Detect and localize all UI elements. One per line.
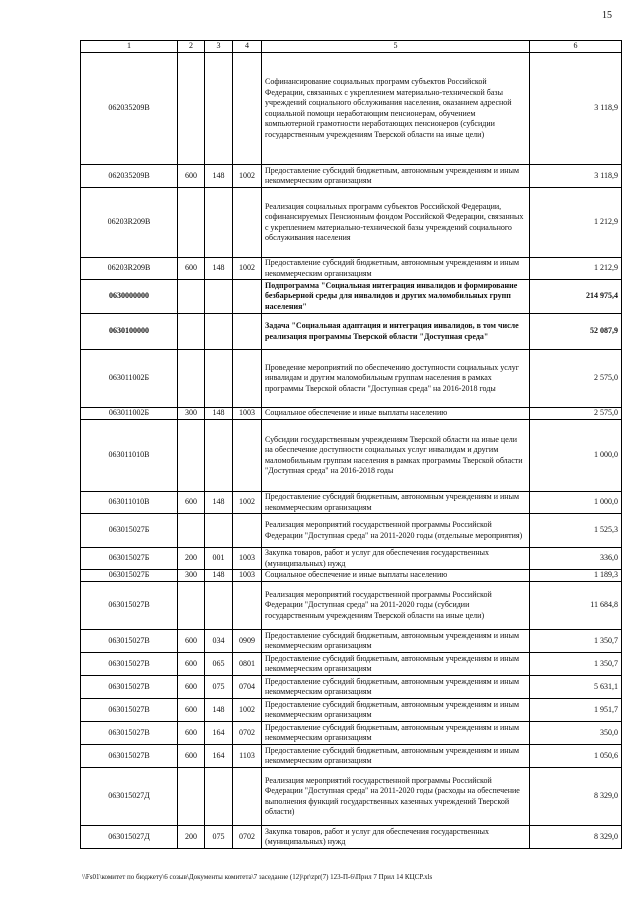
cell-col2	[178, 768, 205, 826]
table-row	[81, 653, 622, 676]
cell-col3: 148	[205, 570, 233, 582]
cell-col2: 600	[178, 653, 205, 676]
cell-col4: 1003	[233, 548, 262, 570]
cell-col3: 148	[205, 408, 233, 420]
cell-col2: 600	[178, 699, 205, 722]
cell-col3: 065	[205, 653, 233, 676]
amount-cell: 2 575,0	[530, 408, 622, 420]
table-row	[81, 492, 622, 514]
cell-col2: 300	[178, 408, 205, 420]
table-row	[81, 165, 622, 188]
code-cell: 06203R209В	[81, 258, 178, 280]
cell-col2: 200	[178, 548, 205, 570]
description-cell: Реализация мероприятий государственной программы Российской Федерации "Доступная среда" на 2011-2020 годы (отдельные мероприятия)	[262, 514, 530, 548]
cell-col3: 148	[205, 258, 233, 280]
header-cell: 2	[178, 41, 205, 53]
amount-cell: 8 329,0	[530, 826, 622, 849]
amount-cell: 1 212,9	[530, 188, 622, 258]
cell-col4	[233, 314, 262, 350]
cell-col2	[178, 514, 205, 548]
code-cell: 063015027Д	[81, 826, 178, 849]
code-cell: 063015027Б	[81, 570, 178, 582]
description-cell: Софинансирование социальных программ субъектов Российской Федерации, связанных с укреплением материально-технической базы учреждений социального обслуживания населения, оказанием адресной социальной помощи неработающим пенсионерам, обучением компьютерной грамотности неработающих пенсионеров (субсидии государственным учреждениям Тверской области на иные цели)	[262, 53, 530, 165]
cell-col3	[205, 420, 233, 492]
cell-col3	[205, 280, 233, 314]
description-cell: Закупка товаров, работ и услуг для обеспечения государственных (муниципальных) нужд	[262, 548, 530, 570]
cell-col4: 0909	[233, 630, 262, 653]
cell-col3: 075	[205, 826, 233, 849]
code-cell: 063011010В	[81, 492, 178, 514]
description-cell: Предоставление субсидий бюджетным, автономным учреждениям и иным некоммерческим организациям	[262, 630, 530, 653]
amount-cell: 1 050,6	[530, 745, 622, 768]
amount-cell: 1 212,9	[530, 258, 622, 280]
cell-col3: 164	[205, 745, 233, 768]
amount-cell: 11 684,8	[530, 582, 622, 630]
description-cell: Закупка товаров, работ и услуг для обеспечения государственных (муниципальных) нужд	[262, 826, 530, 849]
cell-col3	[205, 768, 233, 826]
amount-cell: 52 087,9	[530, 314, 622, 350]
code-cell: 062035209В	[81, 165, 178, 188]
amount-cell: 1 350,7	[530, 653, 622, 676]
cell-col2	[178, 582, 205, 630]
table-row	[81, 258, 622, 280]
cell-col3: 164	[205, 722, 233, 745]
cell-col4	[233, 53, 262, 165]
cell-col2	[178, 280, 205, 314]
amount-cell: 350,0	[530, 722, 622, 745]
table-row	[81, 699, 622, 722]
description-cell: Реализация социальных программ субъектов Российской Федерации, софинансируемых Пенсионным фондом Российской Федерации, связанных с укреплением материально-технической базы учреждений социального обслуживания населения	[262, 188, 530, 258]
cell-col4	[233, 768, 262, 826]
cell-col4	[233, 350, 262, 408]
cell-col4: 1002	[233, 699, 262, 722]
budget-table	[80, 40, 622, 849]
header-cell: 4	[233, 41, 262, 53]
table-row	[81, 408, 622, 420]
amount-cell: 1 000,0	[530, 420, 622, 492]
code-cell: 062035209В	[81, 53, 178, 165]
table-row	[81, 514, 622, 548]
description-cell: Предоставление субсидий бюджетным, автономным учреждениям и иным некоммерческим организациям	[262, 676, 530, 699]
table-row	[81, 350, 622, 408]
cell-col2	[178, 188, 205, 258]
cell-col4	[233, 420, 262, 492]
cell-col4: 1003	[233, 408, 262, 420]
cell-col4: 1103	[233, 745, 262, 768]
table-row	[81, 280, 622, 314]
cell-col3	[205, 350, 233, 408]
cell-col4: 1002	[233, 492, 262, 514]
cell-col3: 148	[205, 699, 233, 722]
amount-cell: 214 975,4	[530, 280, 622, 314]
amount-cell: 336,0	[530, 548, 622, 570]
cell-col4: 0801	[233, 653, 262, 676]
cell-col3	[205, 514, 233, 548]
header-cell: 1	[81, 41, 178, 53]
cell-col4: 1003	[233, 570, 262, 582]
cell-col3	[205, 188, 233, 258]
header-row	[81, 41, 622, 53]
cell-col3	[205, 53, 233, 165]
cell-col4: 1002	[233, 258, 262, 280]
header-cell: 6	[530, 41, 622, 53]
amount-cell: 1 000,0	[530, 492, 622, 514]
amount-cell: 2 575,0	[530, 350, 622, 408]
table-row	[81, 314, 622, 350]
amount-cell: 5 631,1	[530, 676, 622, 699]
cell-col3	[205, 582, 233, 630]
cell-col4	[233, 582, 262, 630]
description-cell: Проведение мероприятий по обеспечению доступности социальных услуг инвалидам и другим маломобильным группам населения в рамках программы Тверской области "Доступная среда" на 2016-2018 годы	[262, 350, 530, 408]
amount-cell: 3 118,9	[530, 53, 622, 165]
code-cell: 06203R209В	[81, 188, 178, 258]
cell-col2: 200	[178, 826, 205, 849]
amount-cell: 1 951,7	[530, 699, 622, 722]
cell-col3: 001	[205, 548, 233, 570]
description-cell: Предоставление субсидий бюджетным, автономным учреждениям и иным некоммерческим организациям	[262, 722, 530, 745]
table-row	[81, 722, 622, 745]
amount-cell: 1 350,7	[530, 630, 622, 653]
code-cell: 063015027Б	[81, 514, 178, 548]
code-cell: 063011010В	[81, 420, 178, 492]
table-row	[81, 548, 622, 570]
table-row	[81, 420, 622, 492]
code-cell: 063015027В	[81, 676, 178, 699]
code-cell: 063015027В	[81, 745, 178, 768]
table-row	[81, 570, 622, 582]
table-row	[81, 630, 622, 653]
cell-col2: 600	[178, 630, 205, 653]
cell-col3: 075	[205, 676, 233, 699]
amount-cell: 1 525,3	[530, 514, 622, 548]
table-row	[81, 582, 622, 630]
cell-col2	[178, 420, 205, 492]
cell-col3: 148	[205, 492, 233, 514]
code-cell: 063015027В	[81, 653, 178, 676]
cell-col3	[205, 314, 233, 350]
description-cell: Реализация мероприятий государственной программы Российской Федерации "Доступная среда" на 2011-2020 годы (субсидии государственным учреждениям Тверской области на иные цели)	[262, 582, 530, 630]
cell-col2: 300	[178, 570, 205, 582]
header-cell: 3	[205, 41, 233, 53]
cell-col4: 0702	[233, 826, 262, 849]
table-row	[81, 768, 622, 826]
page-number: 15	[602, 10, 612, 21]
code-cell: 063011002Б	[81, 350, 178, 408]
code-cell: 063015027В	[81, 630, 178, 653]
description-cell: Социальное обеспечение и иные выплаты населению	[262, 570, 530, 582]
table-row	[81, 826, 622, 849]
amount-cell: 1 189,3	[530, 570, 622, 582]
cell-col4	[233, 514, 262, 548]
description-cell: Предоставление субсидий бюджетным, автономным учреждениям и иным некоммерческим организациям	[262, 492, 530, 514]
description-cell: Предоставление субсидий бюджетным, автономным учреждениям и иным некоммерческим организациям	[262, 745, 530, 768]
table-row	[81, 53, 622, 165]
file-path-footer: \\Fs01\комитет по бюджету\6 созыв\Документы комитета\7 заседание (12)\pr\zpr(7) 123-П-6\Прил 7 Прил 14 КЦСР.xls	[82, 873, 433, 881]
cell-col4: 0702	[233, 722, 262, 745]
code-cell: 063011002Б	[81, 408, 178, 420]
cell-col2: 600	[178, 492, 205, 514]
cell-col4	[233, 188, 262, 258]
amount-cell: 8 329,0	[530, 768, 622, 826]
description-cell: Предоставление субсидий бюджетным, автономным учреждениям и иным некоммерческим организациям	[262, 165, 530, 188]
description-cell: Подпрограмма "Социальная интеграция инвалидов и формирование безбарьерной среды для инвалидов и других маломобильных групп населения"	[262, 280, 530, 314]
code-cell: 0630000000	[81, 280, 178, 314]
cell-col4: 0704	[233, 676, 262, 699]
code-cell: 063015027Д	[81, 768, 178, 826]
description-cell: Предоставление субсидий бюджетным, автономным учреждениям и иным некоммерческим организациям	[262, 699, 530, 722]
amount-cell: 3 118,9	[530, 165, 622, 188]
cell-col4: 1002	[233, 165, 262, 188]
cell-col4	[233, 280, 262, 314]
cell-col3: 148	[205, 165, 233, 188]
code-cell: 063015027В	[81, 582, 178, 630]
description-cell: Предоставление субсидий бюджетным, автономным учреждениям и иным некоммерческим организациям	[262, 653, 530, 676]
cell-col3: 034	[205, 630, 233, 653]
cell-col2	[178, 53, 205, 165]
description-cell: Предоставление субсидий бюджетным, автономным учреждениям и иным некоммерческим организациям	[262, 258, 530, 280]
description-cell: Реализация мероприятий государственной программы Российской Федерации "Доступная среда" на 2011-2020 годы (расходы на обеспечение выполнения функций государственных казенных учреждений Тверской области)	[262, 768, 530, 826]
description-cell: Задача "Социальная адаптация и интеграция инвалидов, в том числе реализация программы Тверской области "Доступная среда"	[262, 314, 530, 350]
cell-col2: 600	[178, 745, 205, 768]
table-row	[81, 745, 622, 768]
cell-col2: 600	[178, 258, 205, 280]
description-cell: Социальное обеспечение и иные выплаты населению	[262, 408, 530, 420]
code-cell: 0630100000	[81, 314, 178, 350]
description-cell: Субсидии государственным учреждениям Тверской области на иные цели на обеспечение доступности социальных услуг инвалидам и другим маломобильным группам населения в рамках программы Тверской области "Доступная среда" на 2016-2018 годы	[262, 420, 530, 492]
code-cell: 063015027В	[81, 722, 178, 745]
cell-col2: 600	[178, 722, 205, 745]
cell-col2	[178, 350, 205, 408]
cell-col2	[178, 314, 205, 350]
code-cell: 063015027В	[81, 699, 178, 722]
table-row	[81, 188, 622, 258]
code-cell: 063015027Б	[81, 548, 178, 570]
cell-col2: 600	[178, 165, 205, 188]
table-row	[81, 676, 622, 699]
cell-col2: 600	[178, 676, 205, 699]
header-cell: 5	[262, 41, 530, 53]
